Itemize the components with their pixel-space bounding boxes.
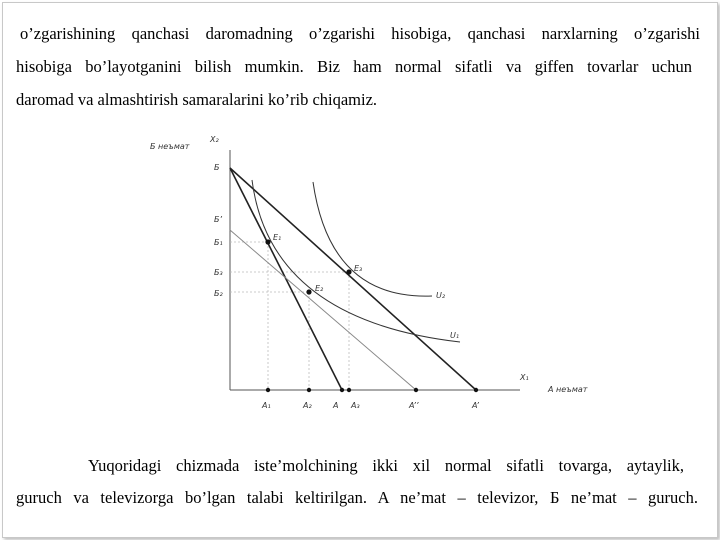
y-axis-var: X₂ bbox=[210, 135, 219, 144]
y-tick-b: Б bbox=[214, 163, 220, 172]
x-axis-title: А неъмат bbox=[548, 385, 588, 394]
paragraph-line-4: Yuqoridagi chizmada iste’molchining ikki xil normal sifatli tovarga, aytaylik, bbox=[88, 456, 684, 475]
paragraph-line-2: hisobiga bo’layotganini bilish mumkin. Biz ham normal sifatli va giffen tovarlar uchun bbox=[16, 57, 692, 76]
curve-u2-label: U₂ bbox=[436, 291, 446, 300]
x-tick-a: A bbox=[333, 401, 339, 410]
indifference-curve-u2 bbox=[313, 182, 432, 296]
y-axis-title: Б неъмат bbox=[150, 142, 190, 151]
point-e1-label: E₁ bbox=[273, 233, 282, 242]
y-tick-b1: Б₁ bbox=[214, 238, 223, 247]
point-e2 bbox=[306, 289, 311, 294]
paragraph-line-1: o’zgarishining qanchasi daromadning o’zgarishi hisobiga, qanchasi narxlarning o’zgarishi bbox=[20, 24, 700, 43]
x-tick-a3: A₃ bbox=[351, 401, 360, 410]
y-tick-b2: Б₂ bbox=[214, 289, 223, 298]
x-tick-a-prime: A’ bbox=[472, 401, 479, 410]
budget-line-original bbox=[230, 168, 342, 390]
x-axis-var: X₁ bbox=[520, 373, 529, 382]
point-e2-label: E₂ bbox=[315, 284, 324, 293]
x-tick-a1: A₁ bbox=[262, 401, 271, 410]
y-tick-b3: Б₃ bbox=[214, 268, 223, 277]
indifference-curve-u1 bbox=[252, 180, 460, 342]
paragraph-line-5: guruch va televizorga bo’lgan talabi keltirilgan. A ne’mat – televizor, Б ne’mat – guruch. bbox=[16, 488, 698, 507]
paragraph-line-3: daromad va almashtirish samaralarini ko’rib chiqamiz. bbox=[16, 90, 378, 109]
point-e3-label: E₃ bbox=[354, 264, 363, 273]
point-e1 bbox=[265, 239, 270, 244]
y-tick-b-prime: Б’ bbox=[214, 215, 223, 224]
curve-u1-label: U₁ bbox=[450, 331, 460, 340]
point-e3 bbox=[346, 269, 351, 274]
x-tick-a-double-prime: A’’ bbox=[409, 401, 419, 410]
x-tick-a2: A₂ bbox=[303, 401, 312, 410]
budget-line-new bbox=[230, 168, 476, 390]
